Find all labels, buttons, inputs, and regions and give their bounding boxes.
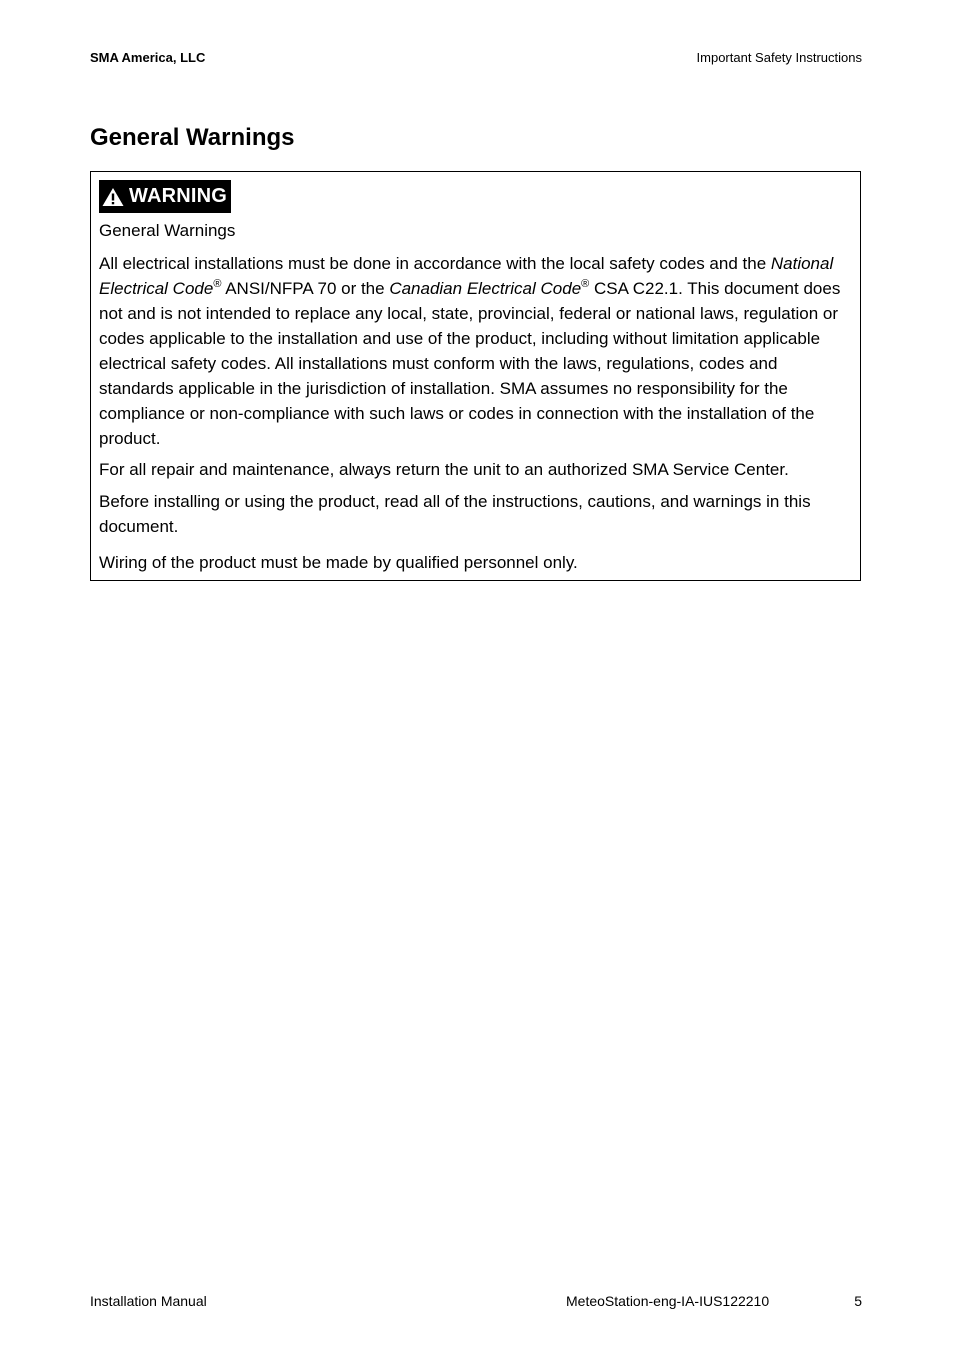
warning-paragraph-wiring: Wiring of the product must be made by qualified personnel only. <box>99 553 578 572</box>
header-section: Important Safety Instructions <box>696 50 862 65</box>
p1-cec-title: Canadian Electrical Code <box>389 279 582 298</box>
header-company: SMA America, LLC <box>90 50 206 65</box>
footer-doc-id: MeteoStation-eng-IA-IUS122210 <box>566 1293 770 1309</box>
p1-registered-mark-1: ® <box>213 278 222 290</box>
p1-text-a: All electrical installations must be done in accordance with the local safety codes and the <box>99 254 771 273</box>
p1-text-e: CSA C22.1. This document does not and is not intended to replace any local, state, provincial, federal or national laws, regulation or codes applicable to the installation and use of the product, including without limitation applicable electrical safety codes. All installations must conform with the laws, regulations, codes and standards applicable in the jurisdiction of installation. SMA assumes no responsibility for the compliance or non-compliance with such laws or codes in connection with the installation of the product. <box>99 279 841 448</box>
warning-subtitle: General Warnings <box>99 221 236 240</box>
warning-box <box>90 171 861 581</box>
p1-registered-mark-2: ® <box>581 278 590 290</box>
p1-text-c: ANSI/NFPA 70 or the <box>221 279 390 298</box>
warning-paragraph-codes <box>99 251 852 451</box>
warning-paragraph-repair: For all repair and maintenance, always return the unit to an authorized SMA Service Center. <box>99 460 789 479</box>
warning-badge <box>99 180 231 213</box>
warning-triangle-icon <box>102 187 124 207</box>
warning-paragraph-read-instructions: Before installing or using the product, read all of the instructions, cautions, and warnings in this document. <box>99 492 811 536</box>
footer-doc-type: Installation Manual <box>90 1293 207 1309</box>
footer-page-number: 5 <box>854 1293 862 1309</box>
page-title: General Warnings <box>90 124 295 151</box>
warning-label: WARNING <box>129 185 228 207</box>
p1-nec-title: National Electrical Code <box>99 254 834 298</box>
